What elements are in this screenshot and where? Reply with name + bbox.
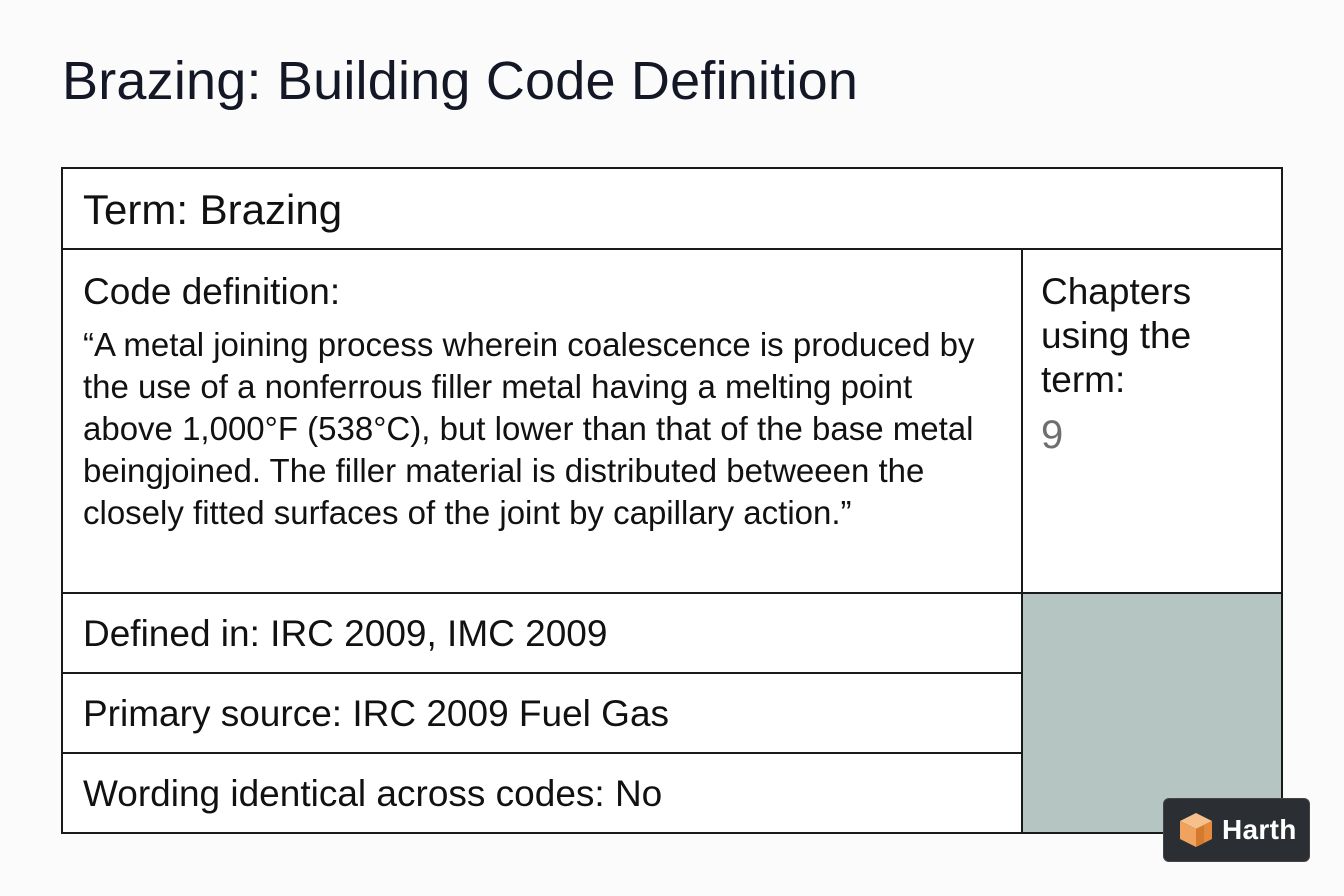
badge-label: Harth <box>1222 814 1297 845</box>
definition-table <box>61 167 1283 834</box>
chapters-value: 9 <box>1041 413 1064 457</box>
chapters-cell <box>1023 250 1281 594</box>
wording-identical-row: Wording identical across codes: No <box>63 754 1023 832</box>
primary-source-row: Primary source: IRC 2009 Fuel Gas <box>63 674 1023 754</box>
definition-text: “A metal joining process wherein coalescence is produced by the use of a nonferrous filler metal having a melting point above 1,000°F (538°C), but lower than that of the base metal beingjoined. The filler material is distributed betweeen the closely fitted surfaces of the joint by capillary action.” <box>83 326 975 531</box>
definition-cell <box>63 250 1023 594</box>
defined-in-row: Defined in: IRC 2009, IMC 2009 <box>63 594 1023 674</box>
chapters-label: Chapters using the term: <box>1041 271 1192 400</box>
shaded-empty-cell <box>1023 594 1281 832</box>
cube-logo-icon <box>1176 810 1216 850</box>
harth-badge[interactable] <box>1163 798 1310 862</box>
page-title: Brazing: Building Code Definition <box>62 51 859 111</box>
term-row: Term: Brazing <box>63 169 1281 250</box>
definition-label: Code definition: <box>83 271 341 312</box>
